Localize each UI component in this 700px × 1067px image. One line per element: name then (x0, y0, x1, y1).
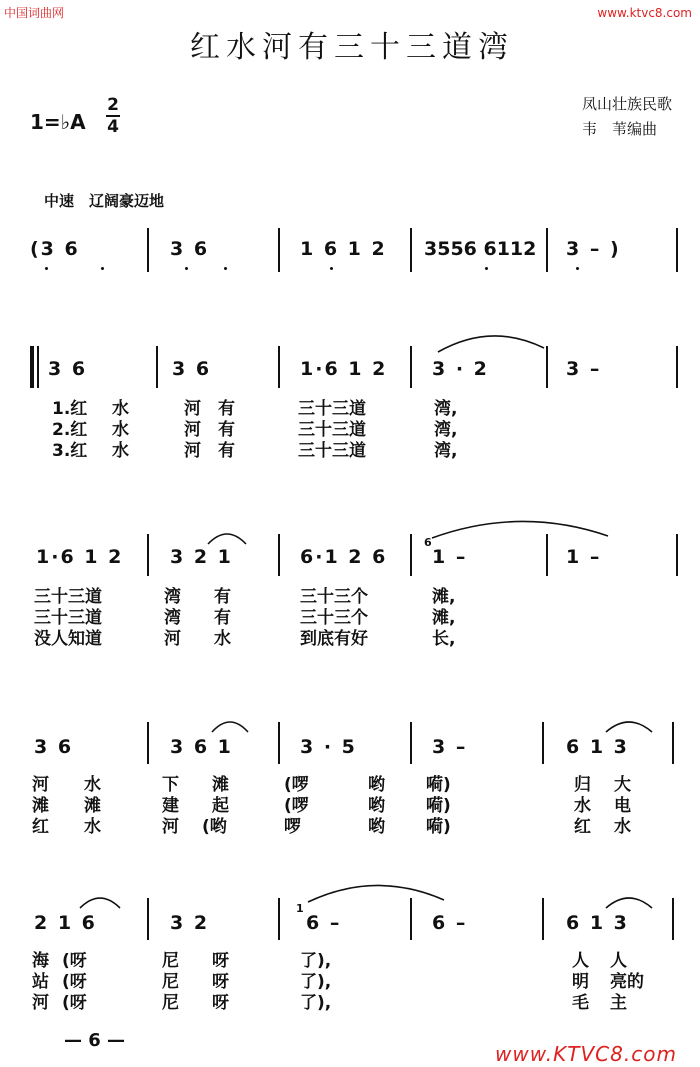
measure-notes: 3 2 1 (170, 546, 233, 568)
measure-notes: 3 6 (170, 238, 210, 260)
measure-notes: 6·1 2 6 (300, 546, 388, 568)
grace-note: 6 (424, 536, 432, 549)
tempo-marking: 中速 辽阔豪迈地 (44, 192, 165, 210)
bar-line (278, 346, 280, 388)
bar-line (542, 722, 544, 764)
slur (436, 330, 546, 354)
lyrics-block: 三十三道 湾 有 三十三个 滩, 三十三道 湾 有 三十三个 滩, 没人知道 河 水 到底有好 长, (34, 587, 456, 649)
bar-line (676, 346, 678, 388)
bar-line (156, 346, 158, 388)
bar-line (546, 534, 548, 576)
bar-line (410, 722, 412, 764)
measure-notes: 3 6 (172, 358, 212, 380)
measure-notes: 6 – (306, 912, 342, 934)
measure-notes: 2 1 6 (34, 912, 97, 934)
measure-notes: 3 – (566, 358, 602, 380)
lyrics-block: 河 水 下 滩 (啰 哟 嗬) 归 大 滩 滩 建 起 (啰 哟 嗬) 水 电 红 水 河 (哟 啰 哟 嗬) 红 水 (32, 775, 631, 837)
time-signature: 2 4 (107, 95, 119, 137)
measure-notes: 3 2 (170, 912, 210, 934)
bar-line (410, 346, 412, 388)
slur (210, 716, 250, 734)
bar-line (672, 898, 674, 940)
measure-notes: 1·6 1 2 (36, 546, 124, 568)
measure-notes: 6 1 3 (566, 736, 629, 758)
slur (78, 892, 122, 910)
lyrics-block: 海 (呀 尼 呀 了), 人 人 站 (呀 尼 呀 了), 明 亮的 河 (呀 尼 呀 了), 毛 主 (32, 951, 644, 1013)
bar-line (546, 346, 548, 388)
grace-note: 1 (296, 902, 304, 915)
bar-line (410, 898, 412, 940)
bar-line (147, 534, 149, 576)
bar-line (676, 228, 678, 272)
lyrics-block: 1.红 水 河 有 三十三道 湾, 2.红 水 河 有 三十三道 湾, 3.红 水 河 有 三十三道 湾, (52, 399, 458, 461)
bar-line (278, 534, 280, 576)
measure-notes: 1 6 1 2 (300, 238, 387, 260)
measure-notes: 3 – (432, 736, 468, 758)
measure-notes: 6 – (432, 912, 468, 934)
credit-arranger: 韦 苇编曲 (582, 120, 658, 138)
repeat-bar (30, 346, 34, 388)
measure-notes: 3 · 2 (432, 358, 489, 380)
slur (430, 516, 610, 540)
credit-lyrics: 凤山壮族民歌 (582, 95, 673, 113)
page-number: — 6 — (64, 1030, 126, 1051)
bar-line (410, 534, 412, 576)
measure-notes: 6 1 3 (566, 912, 629, 934)
measure-notes: 3 6 (34, 736, 74, 758)
measure-notes: 3 6 1 (170, 736, 233, 758)
bar-line (147, 228, 149, 272)
slur (604, 716, 654, 734)
watermark-bottom-right: www.KTVC8.com (495, 1042, 677, 1066)
bar-line (278, 228, 280, 272)
measure-notes: 1·6 1 2 (300, 358, 388, 380)
watermark-top-right: www.ktvc8.com (597, 6, 692, 20)
bar-line (278, 898, 280, 940)
slur (604, 892, 654, 910)
measure-notes: 3556 6112 (424, 238, 537, 260)
bar-line (676, 534, 678, 576)
bar-line (147, 722, 149, 764)
watermark-top-left: 中国词曲网 (4, 6, 65, 20)
slur (306, 880, 446, 904)
measure-notes: (3 6 (30, 238, 80, 260)
bar-line (37, 346, 39, 388)
measure-notes: 1 – (432, 546, 468, 568)
bar-line (278, 722, 280, 764)
measure-notes: 1 – (566, 546, 602, 568)
measure-notes: 3 6 (48, 358, 88, 380)
slur (206, 528, 248, 546)
bar-line (147, 898, 149, 940)
measure-notes: 3 · 5 (300, 736, 357, 758)
key-signature: 1=♭A (30, 110, 86, 134)
bar-line (542, 898, 544, 940)
bar-line (410, 228, 412, 272)
song-title: 红水河有三十三道湾 (190, 30, 514, 65)
bar-line (672, 722, 674, 764)
measure-notes: 3 – ) (566, 238, 621, 260)
bar-line (546, 228, 548, 272)
